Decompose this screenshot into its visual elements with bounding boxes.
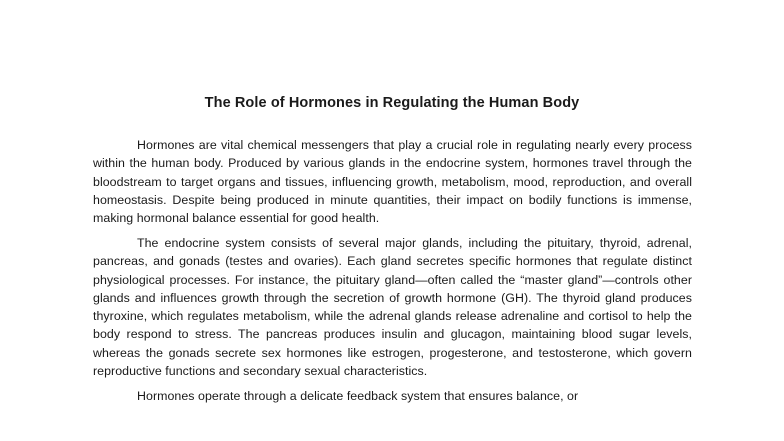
document-title: The Role of Hormones in Regulating the Human Body bbox=[204, 95, 580, 111]
document-body bbox=[93, 136, 692, 412]
paragraph-1: Hormones are vital chemical messengers that play a crucial role in regulating nearly every process within the human body. Produced by various glands in the endocrine system, hormones travel through the bloodstream to target organs and tissues, influencing growth, metabolism, mood, reproduction, and overall homeostasis. Despite being produced in minute quantities, their impact on bodily functions is immense, making hormonal balance essential for good health. bbox=[93, 138, 692, 226]
paragraph-3: Hormones operate through a delicate feedback system that ensures balance, or bbox=[137, 388, 579, 403]
paragraph-2: The endocrine system consists of several major glands, including the pituitary, thyroid, adrenal, pancreas, and gonads (testes and ovaries). Each gland secretes specific hormones that regulate distinct physiological processes. For instance, the pituitary gland—often called the “master gland”—controls other glands and influences growth through the secretion of growth hormone (GH). The thyroid gland produces thyroxine, which regulates metabolism, while the adrenal glands release adrenaline and cortisol to help the body respond to stress. The pancreas produces insulin and glucagon, maintaining blood sugar levels, whereas the gonads secrete sex hormones like estrogen, progesterone, and testosterone, which govern reproductive functions and secondary sexual characteristics. bbox=[93, 235, 692, 379]
